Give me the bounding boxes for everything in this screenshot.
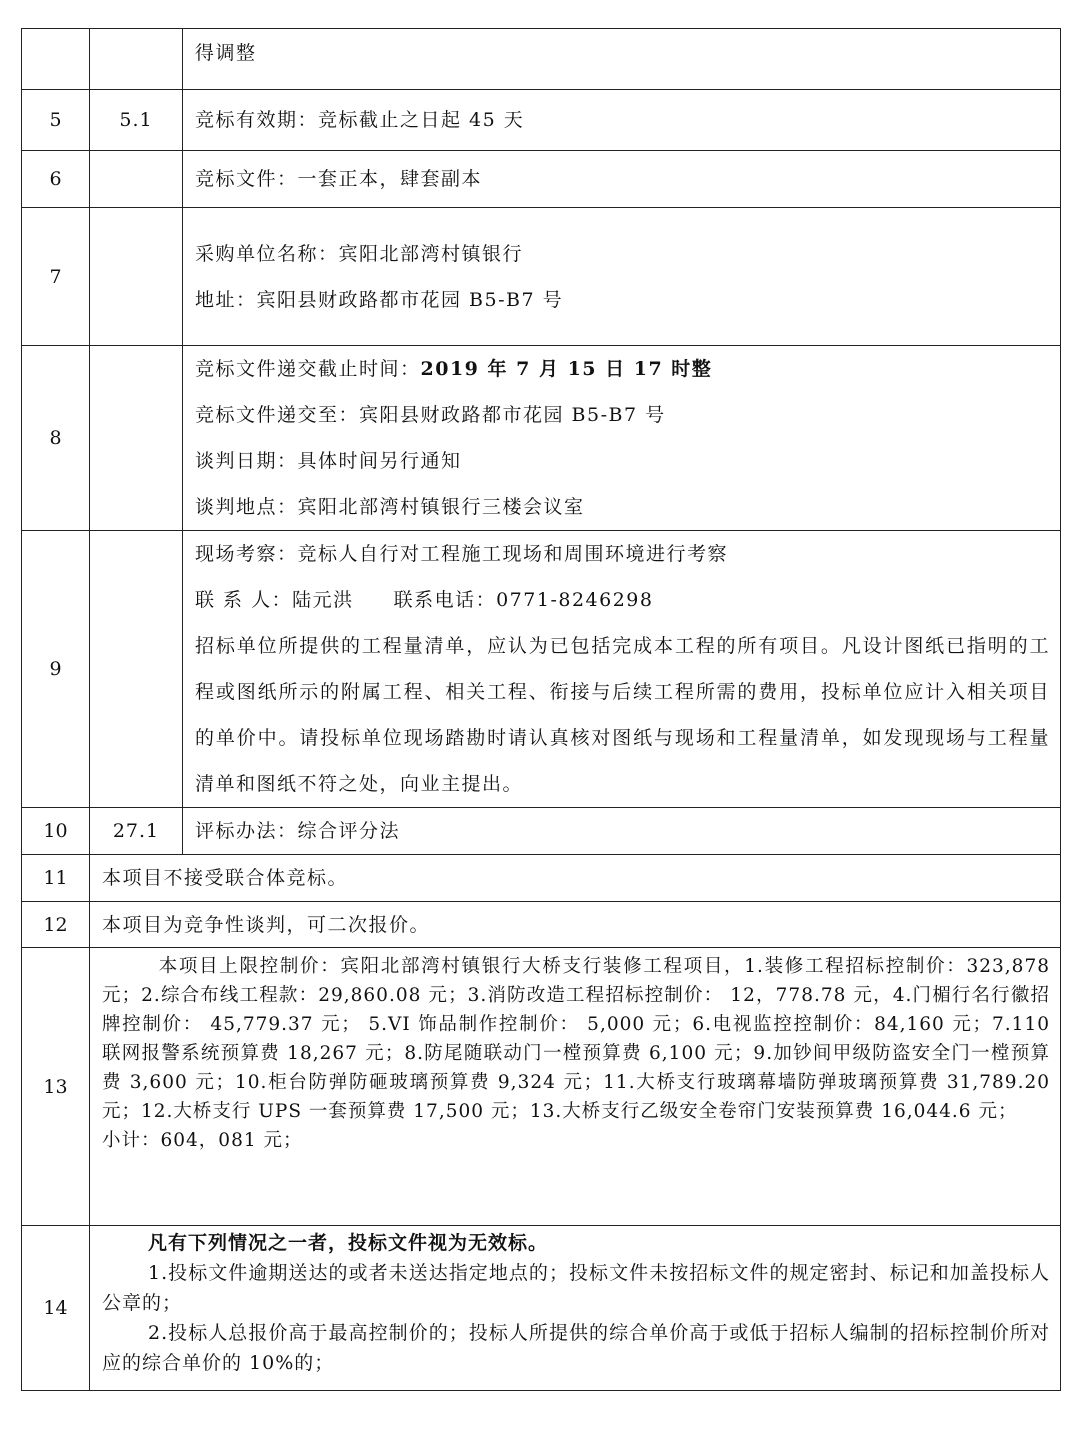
clause-number-cell [90, 208, 183, 346]
row-number-cell: 11 [22, 855, 90, 902]
row-number-cell: 13 [22, 948, 90, 1226]
row-number-cell: 12 [22, 902, 90, 948]
negotiation-location: 谈判地点：宾阳北部湾村镇银行三楼会议室 [195, 496, 585, 518]
deadline-value: 2019 年 7 月 15 日 17 时整 [420, 358, 713, 380]
table-row [22, 902, 1061, 948]
content-line: 竞标文件：一套正本，肆套副本 [195, 168, 483, 190]
site-inspection: 现场考察：竞标人自行对工程施工现场和周围环境进行考察 [195, 543, 729, 565]
content-cell [90, 948, 1061, 1226]
content-line: 得调整 [195, 42, 257, 64]
submission-deadline [195, 346, 1050, 392]
table-row [22, 346, 1061, 531]
content-cell [90, 855, 1061, 902]
table-row [22, 948, 1061, 1226]
table-row [22, 29, 1061, 90]
content-cell [183, 208, 1061, 346]
clause-number-cell [90, 151, 183, 208]
content-line: 本项目为竞争性谈判，可二次报价。 [102, 913, 431, 936]
row-number-cell: 8 [22, 346, 90, 531]
row-number-cell [22, 29, 90, 90]
content-cell [183, 531, 1061, 808]
contact-person: 联 系 人：陆元洪 [195, 589, 354, 611]
table-row [22, 1226, 1061, 1391]
row-number-cell: 10 [22, 808, 90, 855]
content-line: 评标办法：综合评分法 [195, 820, 401, 842]
table-row [22, 855, 1061, 902]
clause-number-cell [90, 346, 183, 531]
content-cell [183, 346, 1061, 531]
content-cell [90, 902, 1061, 948]
row-number-cell: 9 [22, 531, 90, 808]
clause-number-cell: 27.1 [90, 808, 183, 855]
content-cell [183, 90, 1061, 151]
contact-line [195, 577, 1050, 623]
subtotal: 小计：604，081 元； [102, 1130, 303, 1151]
content-line: 本项目不接受联合体竞标。 [102, 867, 349, 889]
clause-number-cell [90, 531, 183, 808]
submission-location: 竞标文件递交至：宾阳县财政路都市花园 B5-B7 号 [195, 404, 666, 426]
purchaser-name: 采购单位名称：宾阳北部湾村镇银行 [195, 242, 524, 265]
row-number-cell: 7 [22, 208, 90, 346]
table-row [22, 151, 1061, 208]
deadline-label: 竞标文件递交截止时间： [195, 358, 421, 380]
invalid-bid-heading: 凡有下列情况之一者，投标文件视为无效标。 [148, 1232, 549, 1254]
content-cell [183, 151, 1061, 208]
purchaser-address: 地址：宾阳县财政路都市花园 B5-B7 号 [195, 288, 564, 311]
row-number-cell: 5 [22, 90, 90, 151]
row-number-cell: 14 [22, 1226, 90, 1391]
content-cell [90, 1226, 1061, 1391]
clause-number-cell [90, 29, 183, 90]
table-row [22, 208, 1061, 346]
table-row [22, 531, 1061, 808]
content-cell [183, 808, 1061, 855]
document-page [21, 28, 1061, 1391]
row-number-cell: 6 [22, 151, 90, 208]
table-row [22, 808, 1061, 855]
invalid-condition-2: 2.投标人总报价高于最高控制价的；投标人所提供的综合单价高于或低于招标人编制的招标控制价所对应的综合单价的 10%的； [102, 1322, 1050, 1374]
negotiation-date: 谈判日期：具体时间另行通知 [195, 450, 462, 472]
contact-phone: 联系电话：0771-8246298 [393, 589, 654, 611]
invalid-condition-1: 1.投标文件逾期送达的或者未送达指定地点的；投标文件未按招标文件的规定密封、标记和加盖投标人公章的； [102, 1262, 1050, 1314]
bill-of-quantities-note: 招标单位所提供的工程量清单，应认为已包括完成本工程的所有项目。凡设计图纸已指明的工程或图纸所示的附属工程、相关工程、衔接与后续工程所需的费用，投标单位应计入相关项目的单价中。请投标单位现场踏勘时请认真核对图纸与现场和工程量清单，如发现现场与工程量清单和图纸不符之处，向业主提出。 [195, 635, 1050, 795]
table-row [22, 90, 1061, 151]
clause-number-cell: 5.1 [90, 90, 183, 151]
content-line: 竞标有效期：竞标截止之日起 45 天 [195, 109, 525, 131]
content-cell [183, 29, 1061, 90]
bid-terms-table [21, 28, 1061, 1391]
control-price-details: 本项目上限控制价：宾阳北部湾村镇银行大桥支行装修工程项目，1.装修工程招标控制价：323,878 元；2.综合布线工程款：29,860.08 元；3.消防改造工程招标控制价： 12，778.78 元，4.门楣行名行徽招牌控制价： 45,779.37 元； 5.VI 饰品制作控制价： 5,000 元；6.电视监控控制价：84,160 元；7.110 联网报警系统预算费 18,267 元；8.防尾随联动门一樘预算费 6,100 元；9.加钞间甲级防盗安全门一樘预算费 3,600 元；10.柜台防弹防砸玻璃预算费 9,324 元；11.大桥支行玻璃幕墙防弹玻璃预算费 31,789.20 元；12.大桥支行 UPS 一套预算费 17,500 元；13.大桥支行乙级安全卷帘门安装预算费 16,044.6 元； [102, 956, 1050, 1122]
